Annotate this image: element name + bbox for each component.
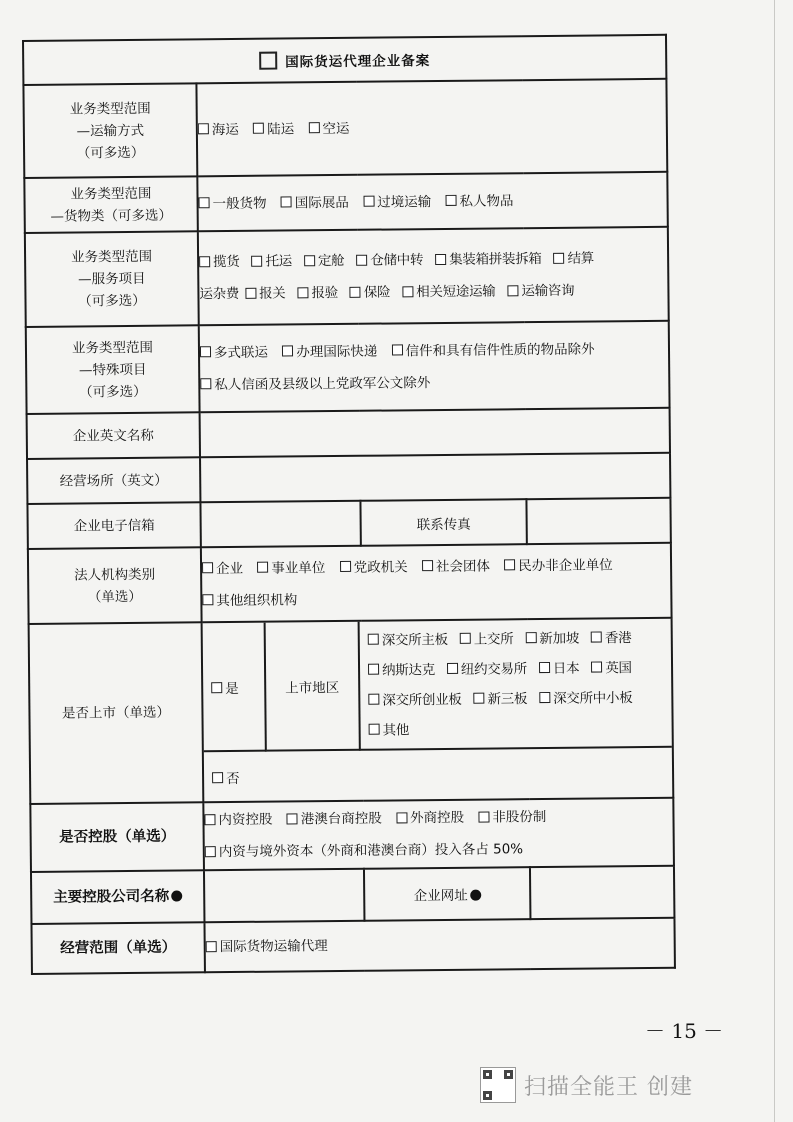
holding-company-label (31, 870, 204, 924)
option-label: 社会团体 (435, 558, 491, 575)
radio[interactable] (340, 561, 351, 572)
checkbox[interactable] (198, 123, 209, 134)
option-settlement[interactable] (553, 243, 594, 275)
option-label: 非股份制 (492, 809, 547, 826)
option-label: 深交所主板 (381, 631, 448, 649)
radio[interactable] (525, 632, 536, 643)
holding-company-label-text: 主要控股公司名称 (53, 888, 170, 906)
option-label: 一般货物 (212, 195, 267, 212)
website-label-text: 企业网址 (413, 887, 468, 905)
checkbox[interactable] (200, 346, 211, 357)
option-air[interactable] (308, 112, 349, 144)
checkbox[interactable] (350, 286, 361, 297)
goods-label-line: 业务类型范围 (70, 185, 152, 203)
transport-label (23, 83, 197, 178)
checkbox[interactable] (297, 287, 308, 298)
checkbox[interactable] (308, 122, 319, 133)
region-label: 上市地区 (265, 622, 360, 751)
email-field[interactable] (200, 501, 360, 548)
option-label: 港澳台商控股 (300, 810, 382, 828)
option-government[interactable] (340, 551, 408, 584)
option-label: 深交所创业板 (382, 691, 462, 709)
option-label: 国际展品 (294, 194, 349, 211)
english-name-label: 企业英文名称 (27, 412, 200, 459)
option-label: 否 (226, 770, 240, 787)
region-sme-board[interactable] (539, 683, 632, 714)
option-label: 其他 (382, 721, 410, 739)
option-label: 国际货物运输代理 (219, 938, 328, 956)
radio[interactable] (447, 663, 458, 674)
radio[interactable] (368, 694, 379, 705)
listed-yes[interactable] (203, 623, 266, 752)
transport-options (196, 79, 667, 177)
services-options (198, 227, 669, 326)
option-social-group[interactable] (422, 550, 490, 583)
option-label: 上交所 (473, 630, 514, 648)
option-exhibits[interactable] (281, 186, 349, 219)
legal-type-label-line: （单选） (87, 588, 142, 605)
radio[interactable] (257, 562, 268, 573)
checkbox[interactable] (363, 196, 374, 207)
option-label: 过境运输 (377, 193, 432, 211)
option-transit[interactable] (363, 186, 431, 219)
option-label: 报验 (311, 284, 338, 302)
option-solicit[interactable] (199, 246, 240, 278)
holding-company-field[interactable] (204, 869, 364, 923)
checkbox[interactable] (402, 286, 413, 297)
radio[interactable] (204, 814, 215, 825)
option-label: 海运 (211, 121, 239, 138)
radio[interactable] (212, 772, 223, 783)
option-general-goods[interactable] (198, 187, 266, 220)
services-label-line: —服务项目 (77, 270, 146, 288)
page-number: － 15 － (645, 1019, 724, 1043)
legal-type-label-line: 法人机构类别 (74, 566, 156, 584)
radio[interactable] (369, 724, 380, 735)
option-label: 保险 (363, 284, 391, 301)
option-personal-goods[interactable] (445, 185, 513, 218)
option-booking[interactable] (304, 245, 345, 277)
option-label: 内资与境外资本（外商和港澳台商）投入各占 50% (218, 841, 524, 861)
option-label: 其他组织机构 (216, 591, 298, 609)
radio[interactable] (591, 631, 602, 642)
region-nasdaq[interactable] (368, 655, 435, 686)
option-consulting[interactable] (507, 275, 574, 308)
radio[interactable] (504, 559, 515, 570)
required-dot-icon (470, 889, 481, 900)
option-label: 英国 (605, 659, 632, 676)
radio[interactable] (368, 634, 379, 645)
option-label: 揽货 (213, 253, 240, 271)
region-japan[interactable] (539, 653, 580, 683)
option-short-haul[interactable] (402, 275, 496, 308)
radio[interactable] (460, 633, 471, 644)
transport-label-line: 业务类型范围 (69, 100, 151, 118)
option-label: 新三板 (487, 690, 528, 708)
option-label: 党政机关 (353, 558, 408, 576)
listed-inner-table (203, 619, 673, 801)
option-label: 民办非企业单位 (518, 556, 613, 574)
option-other-org[interactable] (202, 584, 297, 617)
watermark-text: 扫描全能王 创建 (524, 1074, 693, 1100)
listed-no[interactable] (204, 747, 672, 801)
radio[interactable] (202, 594, 213, 605)
special-options (199, 321, 670, 413)
option-label: 是 (225, 680, 239, 697)
radio[interactable] (478, 811, 489, 822)
option-foreign-holding[interactable] (396, 802, 464, 835)
checkbox[interactable] (281, 196, 292, 207)
option-label: 陆运 (267, 120, 295, 138)
option-enterprise[interactable] (202, 552, 243, 584)
required-dot-icon (171, 890, 182, 901)
option-label: 纽约交易所 (460, 660, 527, 678)
radio[interactable] (473, 693, 484, 704)
region-chinext[interactable] (368, 684, 461, 715)
option-label: 内资控股 (218, 811, 273, 829)
services-label (25, 231, 199, 327)
services-label-line: （可多选） (78, 292, 146, 310)
website-label (364, 867, 530, 921)
option-label: 多式联运 (213, 344, 269, 361)
option-land[interactable] (253, 113, 294, 145)
option-label: 新加坡 (539, 630, 580, 647)
qr-code-icon (480, 1067, 516, 1103)
title-checkbox[interactable] (259, 51, 277, 69)
option-inspection[interactable] (297, 277, 338, 309)
option-insurance[interactable] (350, 276, 391, 308)
radio[interactable] (539, 692, 550, 703)
scanner-watermark (480, 1067, 720, 1103)
website-field[interactable] (530, 866, 674, 919)
checkbox[interactable] (356, 254, 367, 265)
record-form-table (22, 34, 676, 975)
radio[interactable] (211, 682, 222, 693)
goods-label (24, 176, 198, 233)
listed-label: 是否上市（单选） (29, 622, 204, 804)
option-letters-excluded[interactable] (391, 333, 594, 367)
region-nyse[interactable] (447, 654, 527, 685)
option-customs[interactable] (245, 277, 286, 309)
services-label-line: 业务类型范围 (71, 248, 153, 266)
fax-label: 联系传真 (360, 499, 526, 546)
option-freight-forwarding[interactable] (206, 930, 328, 963)
option-container[interactable] (435, 243, 542, 276)
option-label: 企业 (216, 560, 244, 577)
page-edge (774, 0, 775, 1122)
transport-label-line: —运输方式 (76, 122, 145, 139)
legal-type-options (201, 543, 672, 623)
radio[interactable] (205, 846, 216, 857)
checkbox[interactable] (304, 255, 315, 266)
settlement-continued: 运杂费 (199, 285, 240, 303)
radio[interactable] (539, 662, 550, 673)
checkbox[interactable] (199, 256, 210, 267)
option-label: 香港 (604, 629, 632, 646)
region-other[interactable] (368, 715, 409, 745)
holding-options (203, 798, 674, 871)
option-label: 托运 (265, 253, 293, 270)
option-express[interactable] (282, 335, 377, 368)
option-warehouse[interactable] (356, 244, 423, 277)
checkbox[interactable] (199, 197, 210, 208)
checkbox[interactable] (554, 252, 565, 263)
region-hongkong[interactable] (591, 623, 632, 653)
option-label: 报关 (258, 285, 286, 302)
checkbox[interactable] (392, 344, 403, 355)
option-hmt-holding[interactable] (287, 803, 382, 836)
option-consign[interactable] (251, 245, 292, 277)
option-label: 定舱 (317, 252, 345, 270)
option-fifty-fifty[interactable] (205, 833, 524, 868)
radio[interactable] (591, 661, 602, 672)
option-label: 空运 (322, 120, 350, 137)
option-label: 相关短途运输 (416, 283, 496, 301)
fax-field[interactable] (526, 498, 670, 544)
option-label: 事业单位 (271, 559, 326, 577)
radio[interactable] (368, 664, 379, 675)
region-szse-main[interactable] (368, 624, 448, 655)
option-multimodal[interactable] (200, 336, 268, 369)
checkbox[interactable] (445, 195, 456, 206)
option-label: 深交所中小板 (553, 689, 633, 707)
radio[interactable] (287, 813, 298, 824)
radio[interactable] (202, 562, 213, 573)
checkbox[interactable] (253, 123, 264, 134)
option-public-institution[interactable] (257, 552, 325, 585)
premises-field[interactable] (200, 453, 670, 503)
region-options (359, 619, 672, 750)
option-label: 纳斯达克 (381, 661, 435, 679)
option-label: 办理国际快递 (296, 343, 378, 360)
option-private-letters-excluded[interactable] (200, 367, 430, 401)
checkbox[interactable] (200, 378, 211, 389)
transport-label-line: （可多选） (76, 144, 145, 161)
option-label: 私人信函及县级以上党政军公文除外 (214, 374, 431, 393)
email-label: 企业电子信箱 (27, 502, 200, 549)
option-label: 结算 (567, 250, 595, 267)
holding-label: 是否控股（单选） (30, 802, 204, 872)
option-label: 运输咨询 (521, 282, 575, 300)
region-sse[interactable] (460, 624, 514, 655)
special-label (26, 325, 200, 414)
premises-label: 经营场所（英文） (27, 457, 200, 504)
form-title-text: 国际货运代理企业备案 (285, 52, 431, 70)
region-uk[interactable] (591, 653, 632, 683)
listed-options (202, 618, 674, 803)
checkbox[interactable] (245, 287, 256, 298)
special-label-line: 业务类型范围 (71, 339, 154, 357)
option-private-nonprofit[interactable] (504, 549, 613, 582)
legal-type-label (28, 547, 202, 624)
option-label: 信件和具有信件性质的物品除外 (405, 341, 595, 359)
checkbox[interactable] (507, 285, 518, 296)
option-domestic-holding[interactable] (204, 804, 272, 837)
scope-label: 经营范围（单选） (31, 922, 204, 974)
special-label-line: （可多选） (79, 383, 147, 400)
option-label: 私人物品 (459, 192, 514, 210)
goods-options (197, 172, 668, 232)
option-label: 日本 (552, 660, 580, 677)
option-non-joint-stock[interactable] (478, 801, 546, 834)
special-label-line: —特殊项目 (78, 361, 147, 378)
option-label: 外商控股 (410, 809, 465, 827)
option-label: 集装箱拼装拆箱 (449, 251, 542, 268)
form-title (23, 35, 666, 85)
goods-label-line: —货物类（可多选） (50, 207, 173, 225)
region-neeq[interactable] (473, 684, 527, 715)
option-label: 仓储中转 (370, 252, 424, 269)
radio[interactable] (206, 941, 217, 952)
radio[interactable] (396, 812, 407, 823)
scope-options (204, 918, 674, 973)
option-sea[interactable] (198, 113, 239, 145)
checkbox[interactable] (435, 253, 446, 264)
english-name-field[interactable] (200, 408, 670, 458)
checkbox[interactable] (282, 345, 293, 356)
region-singapore[interactable] (525, 623, 579, 654)
radio[interactable] (422, 560, 433, 571)
checkbox[interactable] (251, 255, 262, 266)
